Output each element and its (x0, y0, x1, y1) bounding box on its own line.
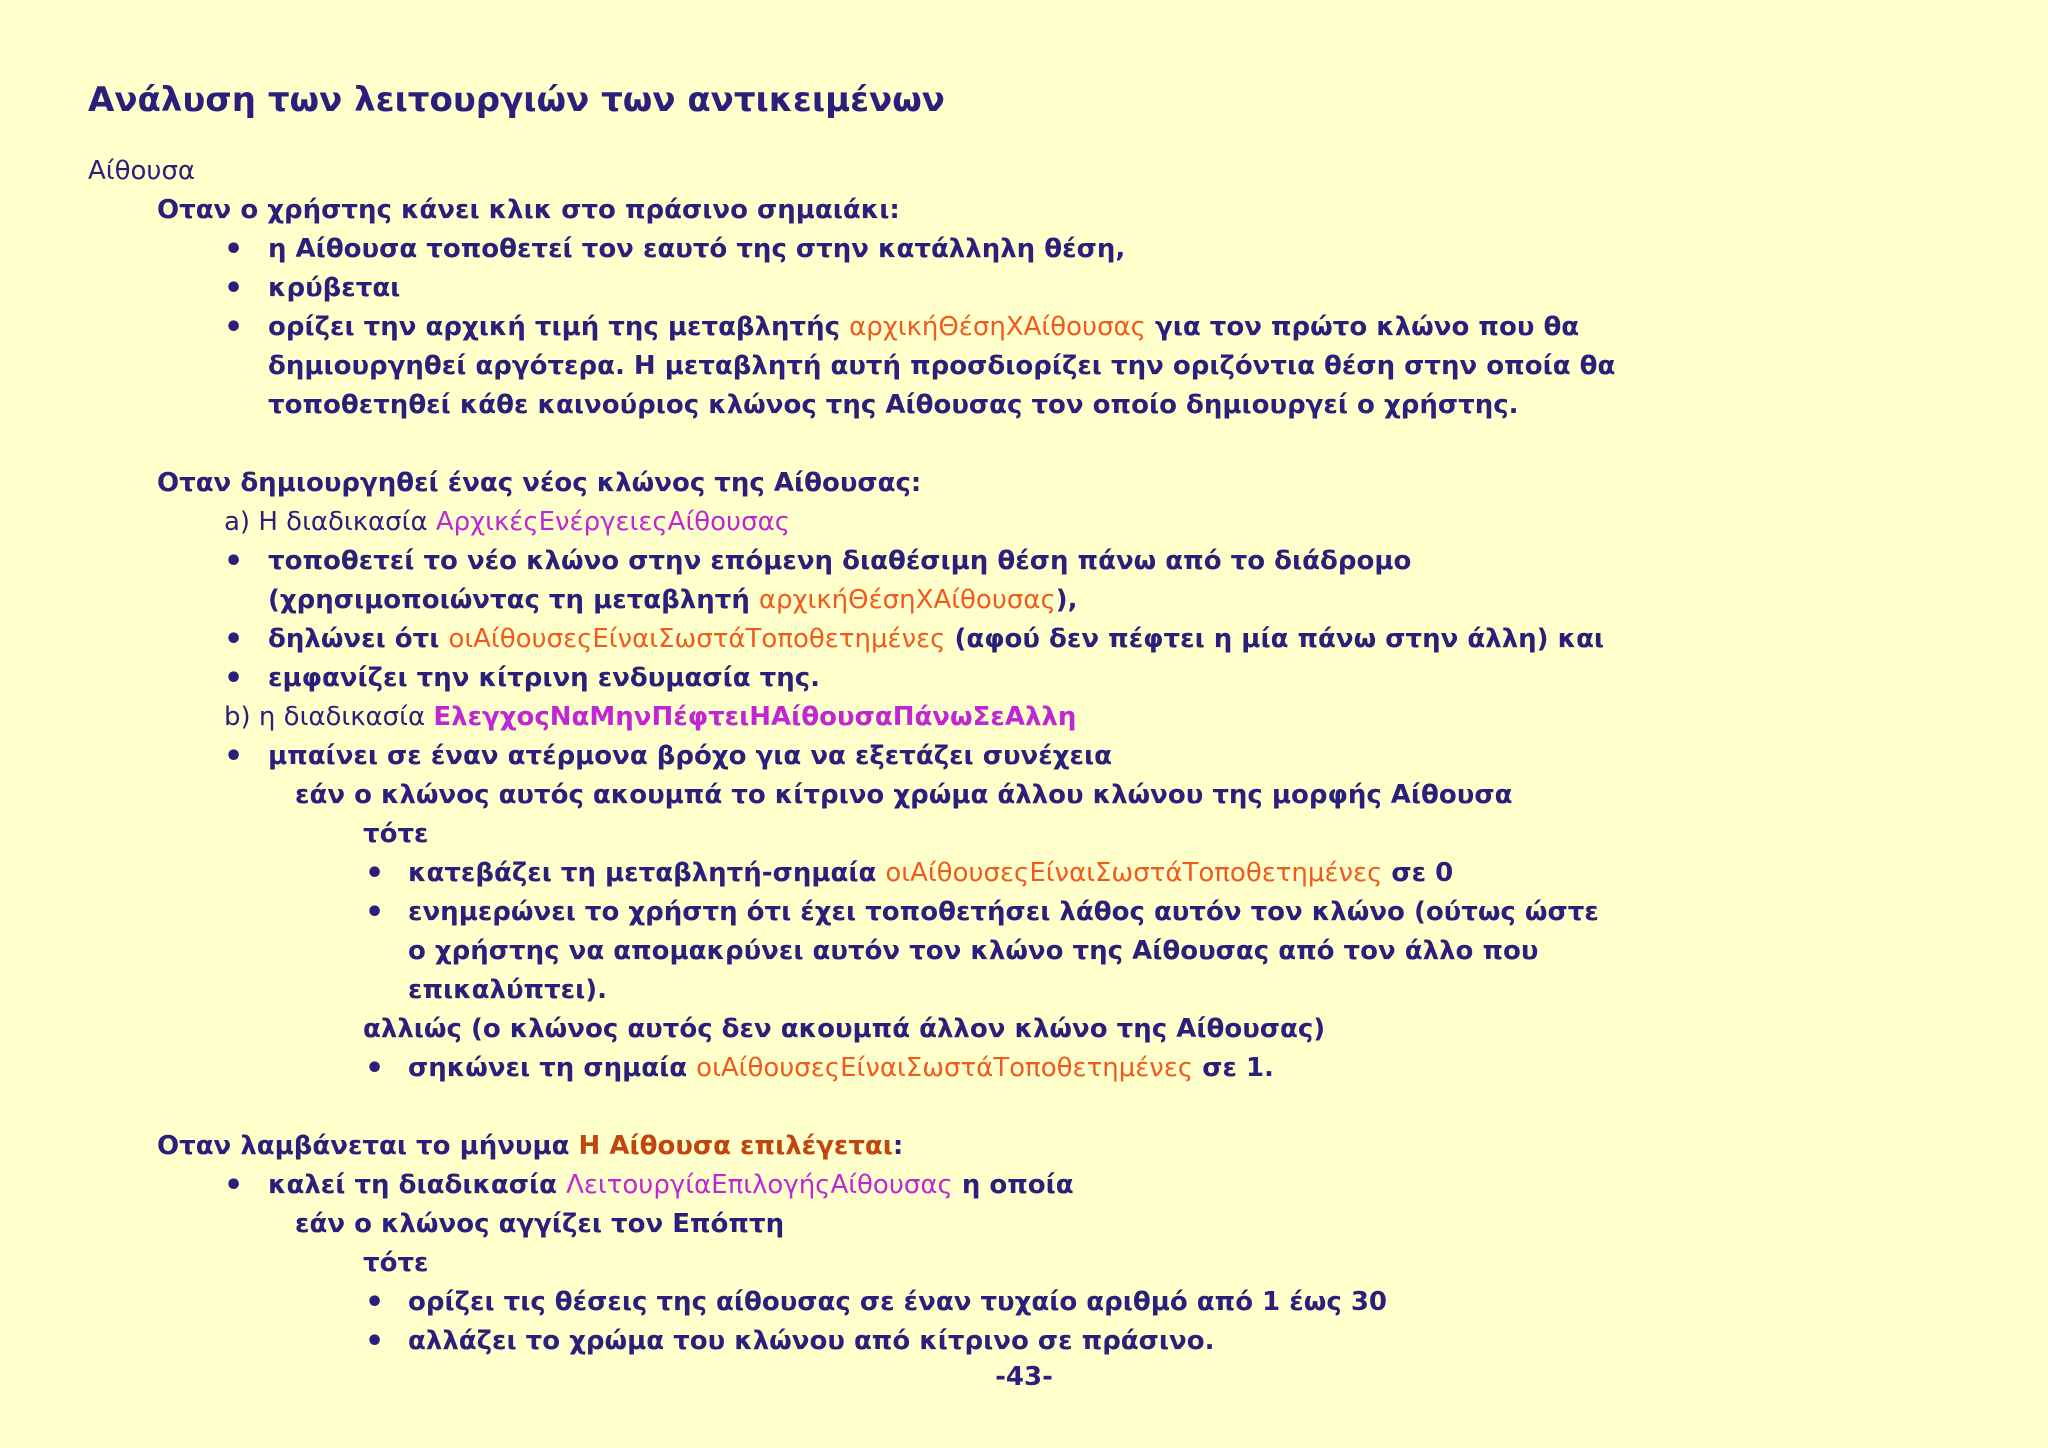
bullet-icon: • (224, 1168, 244, 1203)
text: Οταν λαμβάνεται το μήνυμα (157, 1131, 579, 1161)
text: δηλώνει ότι (268, 624, 449, 654)
text: η οποία (952, 1170, 1074, 1200)
s1-heading: Οταν ο χρήστης κάνει κλικ στο πράσινο σημαιάκι: (157, 195, 900, 225)
text: σηκώνει τη σημαία (408, 1053, 697, 1083)
s1-bullet-1: η Αίθουσα τοποθετεί τον εαυτό της στην κατάλληλη θέση, (268, 234, 1126, 264)
bullet-icon: • (224, 739, 244, 774)
variable-name: οιΑίθουσεςΕίναιΣωστάΤοποθετημένες (885, 858, 1383, 888)
s2-b-else: αλλιώς (ο κλώνος αυτός δεν ακουμπά άλλον κλώνο της Αίθουσας) (363, 1014, 1326, 1044)
s1-bullet-3-text: για τον πρώτο κλώνο που θα (1145, 312, 1580, 342)
s3-then: τότε (363, 1248, 429, 1278)
text: (αφού δεν πέφτει η μία πάνω στην άλλη) και (945, 624, 1605, 654)
s3-if: εάν ο κλώνος αγγίζει τον Επόπτη (295, 1209, 785, 1239)
s2-a-bullet-1: τοποθετεί το νέο κλώνο στην επόμενη διαθέσιμη θέση πάνω από το διάδρομο (268, 546, 1412, 576)
bullet-icon: • (224, 544, 244, 579)
s2-b-then: τότε (363, 819, 429, 849)
s2-a-bullet-3: εμφανίζει την κίτρινη ενδυμασία της. (268, 663, 821, 693)
s2-b-then-2-line-3: επικαλύπτει). (408, 975, 608, 1005)
variable-name: αρχικήΘέσηΧΑίθουσας (849, 312, 1146, 342)
page-number: -43- (995, 1362, 1053, 1392)
bullet-icon: • (224, 271, 244, 306)
message-name: Η Αίθουσα επιλέγεται (578, 1131, 893, 1161)
procedure-name: ΕλεγχοςΝαΜηνΠέφτειΗΑίθουσαΠάνωΣεΑλλη (433, 702, 1077, 732)
s2-b-then-2: ενημερώνει το χρήστη ότι έχει τοποθετήσει λάθος αυτόν τον κλώνο (ούτως ώστε (408, 897, 1599, 927)
s2-a-bullet-1-line-2 (268, 581, 1078, 620)
bullet-icon: • (365, 895, 385, 930)
bullet-icon: • (365, 1051, 385, 1086)
s2-b-then-2-line-2: ο χρήστης να απομακρύνει αυτόν τον κλώνο της Αίθουσας από τον άλλο που (408, 936, 1539, 966)
bullet-icon: • (224, 661, 244, 696)
bullet-icon: • (365, 1324, 385, 1359)
s1-bullet-3 (268, 308, 1579, 347)
s1-bullet-2: κρύβεται (268, 273, 401, 303)
s2-b-else-1 (408, 1049, 1274, 1088)
s1-bullet-3-line-2: δημιουργηθεί αργότερα. Η μεταβλητή αυτή προσδιορίζει την οριζόντια θέση στην οποία θα (268, 351, 1616, 381)
s1-bullet-3-text: ορίζει την αρχική τιμή της μεταβλητής (268, 312, 850, 342)
s1-bullet-3-line-3: τοποθετηθεί κάθε καινούριος κλώνος της Αίθουσας τον οποίο δημιουργεί ο χρήστης. (268, 390, 1519, 420)
s2-proc-a-label: a) Η διαδικασία (224, 507, 436, 537)
text: σε 0 (1382, 858, 1454, 888)
bullet-icon: • (224, 232, 244, 267)
s3-bullet-1 (268, 1166, 1074, 1205)
text: (χρησιμοποιώντας τη μεταβλητή (268, 585, 759, 615)
procedure-name: ΛειτουργίαΕπιλογήςΑίθουσας (566, 1170, 953, 1200)
text: καλεί τη διαδικασία (268, 1170, 567, 1200)
bullet-icon: • (365, 856, 385, 891)
bullet-icon: • (224, 622, 244, 657)
text: : (892, 1131, 904, 1161)
section-heading: Αίθουσα (88, 156, 196, 186)
s2-a-bullet-2 (268, 620, 1604, 659)
s2-b-then-1 (408, 854, 1453, 893)
variable-name: οιΑίθουσεςΕίναιΣωστάΤοποθετημένες (448, 624, 946, 654)
variable-name: αρχικήΘέσηΧΑίθουσας (758, 585, 1056, 615)
s3-then-1: ορίζει τις θέσεις της αίθουσας σε έναν τυχαίο αριθμό από 1 έως 30 (408, 1287, 1387, 1317)
s2-heading: Οταν δημιουργηθεί ένας νέος κλώνος της Αίθουσας: (157, 468, 922, 498)
bullet-icon: • (365, 1285, 385, 1320)
s2-b-bullet-1: μπαίνει σε έναν ατέρμονα βρόχο για να εξετάζει συνέχεια (268, 741, 1112, 771)
bullet-icon: • (224, 310, 244, 345)
s2-b-if: εάν ο κλώνος αυτός ακουμπά το κίτρινο χρώμα άλλου κλώνου της μορφής Αίθουσα (295, 780, 1513, 810)
variable-name: οιΑίθουσεςΕίναιΣωστάΤοποθετημένες (696, 1053, 1194, 1083)
text: κατεβάζει τη μεταβλητή-σημαία (408, 858, 886, 888)
text: ), (1055, 585, 1078, 615)
s3-then-2: αλλάζει το χρώμα του κλώνου από κίτρινο σε πράσινο. (408, 1326, 1215, 1356)
text: σε 1. (1193, 1053, 1274, 1083)
s2-proc-b (224, 698, 1076, 737)
page-title: Ανάλυση των λειτουργιών των αντικειμένων (88, 80, 945, 120)
s2-proc-b-label: b) η διαδικασία (224, 702, 434, 732)
s2-proc-a (224, 503, 790, 542)
s3-heading (157, 1127, 903, 1166)
procedure-name: ΑρχικέςΕνέργειεςΑίθουσας (435, 507, 790, 537)
